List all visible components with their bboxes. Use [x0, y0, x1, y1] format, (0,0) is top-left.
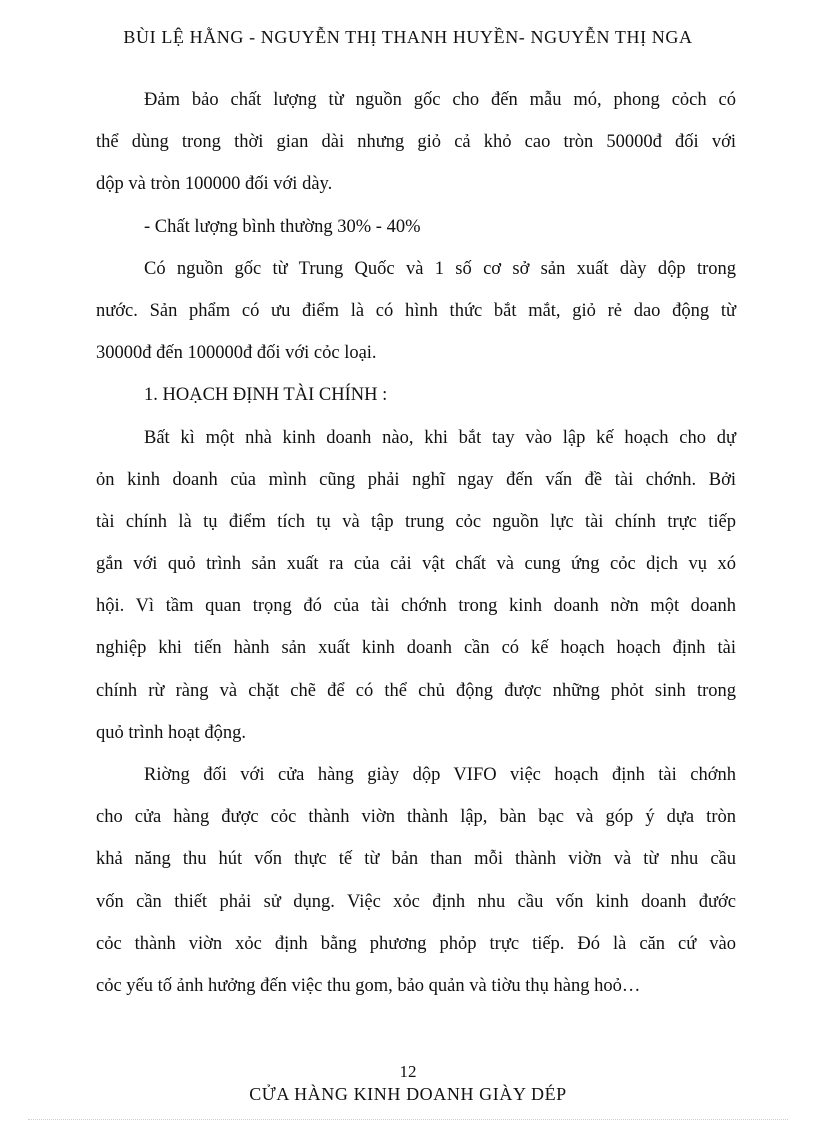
text-line: quỏ trình hoạt động. — [96, 722, 247, 743]
text-line: cho cửa hàng được cỏc thành viờn thành lập, bàn bạc và góp ý dựa tròn — [96, 807, 736, 828]
text-line: Đảm bảo chất lượng từ nguồn gốc cho đến mẫu mó, phong cỏch có — [144, 90, 736, 110]
text-line: hội. Vì tầm quan trọng đó của tài chớnh trong kinh doanh nờn một doanh — [96, 596, 736, 617]
text-line: 30000đ đến 100000đ đối với cỏc loại. — [96, 343, 377, 364]
text-line: nước. Sản phẩm có ưu điểm là có hình thức bắt mắt, giỏ rẻ dao động từ — [96, 300, 736, 321]
text-line: cỏc yếu tố ảnh hưởng đến việc thu gom, bảo quản và tiờu thụ hàng hoỏ… — [96, 975, 641, 996]
text-line: khả năng thu hút vốn thực tế từ bản than mỗi thành viờn và từ nhu cầu — [96, 849, 736, 870]
footer-divider — [28, 1119, 788, 1120]
text-line: thể dùng trong thời gian dài nhưng giỏ cả khỏ cao tròn 50000đ đối với — [96, 132, 736, 153]
section-heading — [96, 374, 736, 416]
paragraph-financial-planning — [96, 417, 736, 755]
text-line: tài chính là tụ điểm tích tụ và tập trung cỏc nguồn lực tài chính trực tiếp — [96, 511, 736, 532]
text-line: nghiệp khi tiến hành sản xuất kinh doanh cần có kế hoạch hoạch định tài — [96, 638, 736, 659]
text-line: cỏc thành viờn xỏc định bằng phương phỏp trực tiếp. Đó là căn cứ vào — [96, 933, 736, 954]
text-line: ỏn kinh doanh của mình cũng phải nghĩ ngay đến vấn đề tài chớnh. Bởi — [96, 469, 736, 490]
bullet-quality-normal — [96, 206, 736, 248]
text-line: vốn cần thiết phải sử dụng. Việc xỏc định nhu cầu vốn kinh doanh đước — [96, 891, 736, 912]
text-line: - Chất lượng bình thường 30% - 40% — [144, 216, 421, 237]
text-line: Bất kì một nhà kinh doanh nào, khi bắt tay vào lập kế hoạch cho dự — [144, 427, 736, 448]
page-header — [0, 27, 816, 48]
header-authors: BÙI LỆ HẰNG - NGUYỄN THỊ THANH HUYỀN- NGUYỄN THỊ NGA — [123, 27, 693, 47]
page-footer — [0, 1084, 816, 1105]
paragraph-origin — [96, 248, 736, 375]
footer-title: CỬA HÀNG KINH DOANH GIÀY DÉP — [249, 1084, 567, 1104]
section-heading-text: 1. HOẠCH ĐỊNH TÀI CHÍNH : — [144, 385, 388, 406]
page-number: 12 — [399, 1062, 417, 1081]
paragraph-vifo-store — [96, 754, 736, 1007]
text-line: Có nguồn gốc từ Trung Quốc và 1 số cơ sở sản xuất dày dộp trong — [144, 258, 736, 279]
text-line: gắn với quỏ trình sản xuất ra của cải vật chất và cung ứng cỏc dịch vụ xó — [96, 554, 736, 575]
text-line: dộp và tròn 100000 đối với dày. — [96, 174, 333, 195]
text-line: Riờng đối với cửa hàng giày dộp VIFO việc hoạch định tài chớnh — [144, 765, 736, 785]
paragraph-quality-high — [96, 79, 736, 206]
document-body — [96, 79, 736, 1007]
text-line: chính rừ ràng và chặt chẽ để có thể chủ động được những phỏt sinh trong — [96, 680, 736, 701]
